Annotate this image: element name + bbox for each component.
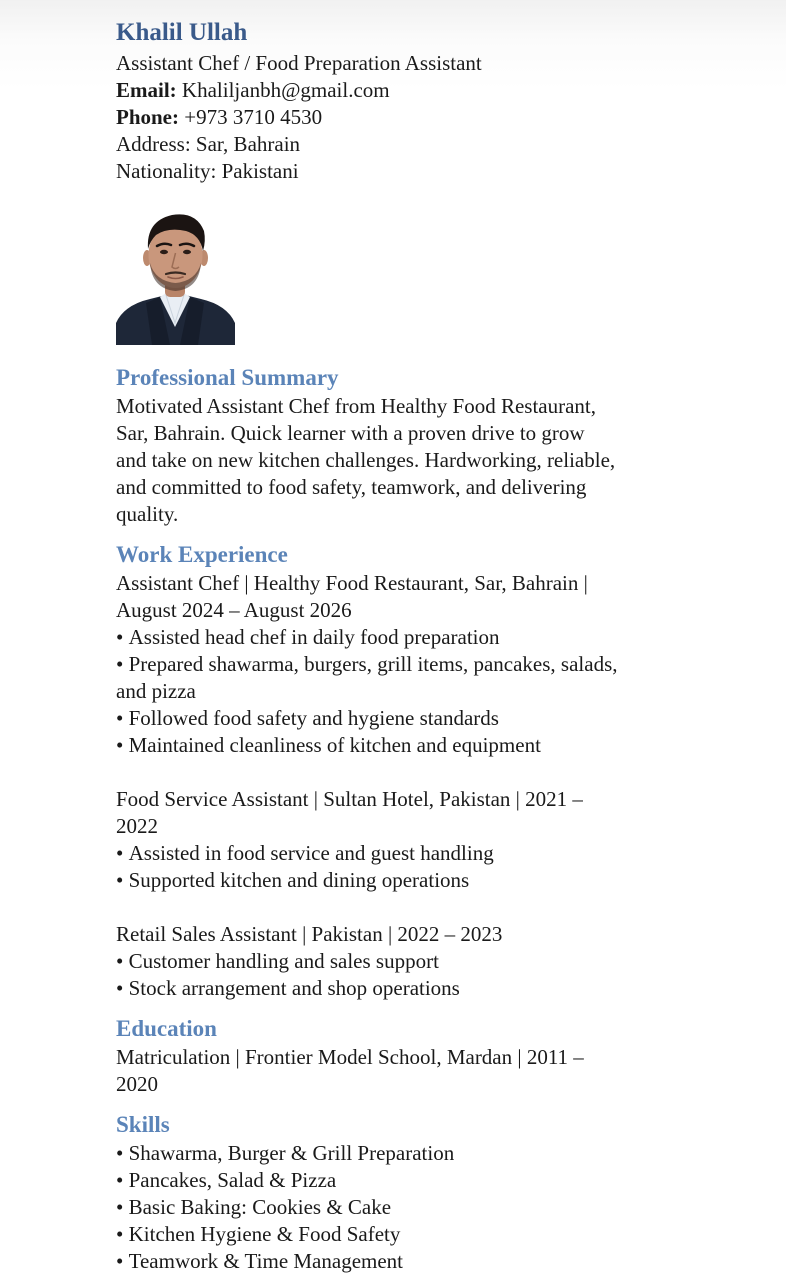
list-item: • Basic Baking: Cookies & Cake <box>116 1194 716 1221</box>
email-line <box>116 77 716 104</box>
email-value: Khaliljanbh@gmail.com <box>181 78 390 102</box>
skills-heading: Skills <box>116 1112 170 1137</box>
job-duties-list <box>116 840 716 894</box>
work-experience-section <box>116 540 716 1002</box>
job-duties-list <box>116 948 716 1002</box>
job-title-line: Assistant Chef | Healthy Food Restaurant, Sar, Bahrain | <box>116 571 588 595</box>
job-title-line: August 2024 – August 2026 <box>116 598 352 622</box>
phone-line <box>116 104 716 131</box>
nationality-line: Nationality: Pakistani <box>116 159 299 183</box>
list-item: • Prepared shawarma, burgers, grill items, pancakes, salads, <box>116 651 716 678</box>
resume-document <box>116 16 716 1275</box>
summary-line: and take on new kitchen challenges. Hardworking, reliable, <box>116 448 616 472</box>
experience-heading: Work Experience <box>116 542 288 567</box>
job-duties-list <box>116 624 716 678</box>
list-item: • Customer handling and sales support <box>116 948 716 975</box>
job-entry <box>116 786 716 894</box>
candidate-name: Khalil Ullah <box>116 19 248 46</box>
education-section <box>116 1014 716 1098</box>
skills-section <box>116 1110 716 1275</box>
summary-heading: Professional Summary <box>116 365 339 390</box>
list-item: • Assisted head chef in daily food preparation <box>116 624 716 651</box>
job-entry <box>116 921 716 1002</box>
list-item: • Shawarma, Burger & Grill Preparation <box>116 1140 716 1167</box>
list-item: • Kitchen Hygiene & Food Safety <box>116 1221 716 1248</box>
list-item-continuation: and pizza <box>116 679 196 703</box>
candidate-title: Assistant Chef / Food Preparation Assistant <box>116 51 482 75</box>
phone-value: +973 3710 4530 <box>184 105 323 129</box>
job-title-line: Food Service Assistant | Sultan Hotel, Pakistan | 2021 – <box>116 787 583 811</box>
email-label: Email: <box>116 78 177 102</box>
list-item: • Assisted in food service and guest handling <box>116 840 716 867</box>
job-duties-list <box>116 705 716 759</box>
list-item: • Teamwork & Time Management <box>116 1248 716 1275</box>
job-title-line: Retail Sales Assistant | Pakistan | 2022 – 2023 <box>116 922 503 946</box>
list-item: • Stock arrangement and shop operations <box>116 975 716 1002</box>
education-heading: Education <box>116 1016 217 1041</box>
summary-line: Sar, Bahrain. Quick learner with a proven drive to grow <box>116 421 585 445</box>
education-line: Matriculation | Frontier Model School, Mardan | 2011 – <box>116 1045 584 1069</box>
list-item: • Pancakes, Salad & Pizza <box>116 1167 716 1194</box>
list-item: • Supported kitchen and dining operations <box>116 867 716 894</box>
phone-label: Phone: <box>116 105 179 129</box>
resume-header <box>116 16 716 185</box>
summary-line: Motivated Assistant Chef from Healthy Food Restaurant, <box>116 394 597 418</box>
summary-line: quality. <box>116 502 179 526</box>
summary-line: and committed to food safety, teamwork, and delivering <box>116 475 587 499</box>
professional-summary-section <box>116 363 716 528</box>
profile-photo <box>116 205 235 345</box>
job-title-line: 2022 <box>116 814 158 838</box>
address-line: Address: Sar, Bahrain <box>116 132 301 156</box>
list-item: • Followed food safety and hygiene standards <box>116 705 716 732</box>
list-item: • Maintained cleanliness of kitchen and equipment <box>116 732 716 759</box>
skills-list <box>116 1140 716 1275</box>
education-line: 2020 <box>116 1072 158 1096</box>
job-entry <box>116 570 716 759</box>
